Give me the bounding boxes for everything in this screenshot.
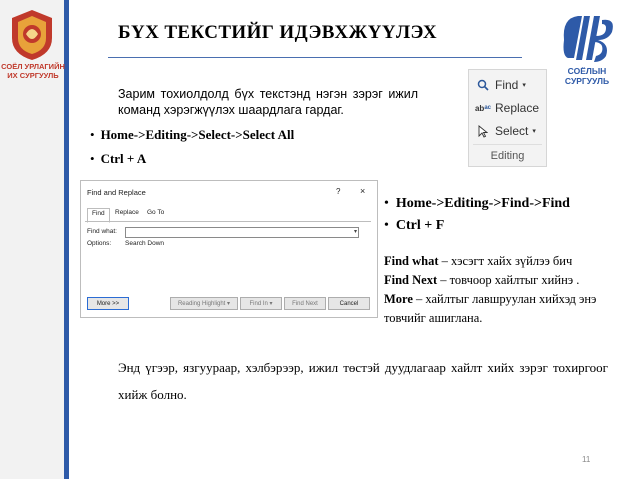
ribbon-find-button[interactable]: [475, 76, 526, 94]
university-logo: [8, 8, 56, 62]
dialog-title: Find and Replace: [87, 188, 146, 197]
options-label: Options:: [87, 240, 112, 247]
brand-name: СОЁЛЫН СУРГУУЛЬ: [564, 66, 610, 86]
desc-line-find-next: Find Next – товчоор хайлтыг хийнэ .: [384, 273, 580, 287]
intro-block: [100, 86, 418, 167]
bottom-paragraph: Энд үгээр, язгуураар, хэлбэрээр, ижил төстэй дуудлагаар хайлт хийх зэрэг тохиргоог хийж болно.: [118, 360, 608, 402]
find-what-input[interactable]: [125, 227, 359, 238]
options-value: Search Down: [125, 240, 165, 247]
intro-text: Зарим тохиолдолд бүх текстэнд нэгэн зэрэг ижил команд хэрэгжүүлэх шаардлага гардаг.: [118, 87, 418, 117]
tab-replace[interactable]: Replace: [115, 209, 139, 216]
title-divider: [108, 57, 522, 58]
chevron-down-icon[interactable]: ▾: [353, 229, 357, 235]
ribbon-separator: [473, 144, 542, 145]
find-replace-dialog: [80, 180, 378, 318]
tab-goto[interactable]: Go To: [147, 209, 165, 216]
bullet-select-all-path: • Home->Editing->Select->Select All: [90, 127, 418, 143]
ribbon-select-button[interactable]: [475, 122, 536, 140]
tab-find[interactable]: Find: [87, 208, 110, 223]
search-icon: [475, 77, 491, 93]
ribbon-group-label: Editing: [490, 150, 525, 162]
page-title: БҮХ ТЕКСТИЙГ ИДЭВХЖҮҮЛЭХ: [118, 22, 437, 43]
find-bullets: [384, 193, 630, 237]
university-name: СОЁЛ УРЛАГИЙН ИХ СУРГУУЛЬ: [1, 62, 65, 80]
find-in-button[interactable]: Find In ▾: [240, 297, 282, 310]
close-icon[interactable]: ×: [360, 186, 366, 196]
page-number: 11: [582, 455, 591, 464]
cancel-button[interactable]: Cancel: [328, 297, 370, 310]
bullet-find-path: • Home->Editing->Find->Find: [384, 193, 630, 215]
brand-logo: [558, 10, 616, 66]
replace-icon: ab ac: [474, 103, 492, 113]
find-next-button[interactable]: Find Next: [284, 297, 326, 310]
editing-ribbon-group: [468, 69, 547, 167]
help-icon[interactable]: ?: [336, 187, 341, 196]
ribbon-replace-button[interactable]: [475, 99, 539, 117]
chevron-down-icon: ▾: [532, 128, 536, 135]
desc-line-more: More – хайлтыг лавшруулан хийхэд энэ товчийг ашиглана.: [384, 292, 597, 325]
ribbon-replace-label: Replace: [495, 101, 540, 115]
bullet-ctrl-a: • Ctrl + A: [90, 151, 418, 167]
more-button[interactable]: More >>: [87, 297, 129, 310]
bullet-ctrl-f: • Ctrl + F: [384, 215, 630, 237]
find-description: [384, 252, 634, 328]
chevron-down-icon: ▾: [522, 82, 526, 89]
cursor-arrow-icon: [475, 123, 491, 139]
find-what-label: Find what:: [87, 228, 117, 235]
ribbon-find-label: Find: [495, 78, 519, 92]
reading-highlight-button[interactable]: Reading Highlight ▾: [170, 297, 238, 310]
ribbon-select-label: Select: [495, 124, 529, 138]
desc-line-find-what: Find what – хэсэгт хайх зүйлээ бич: [384, 254, 573, 268]
